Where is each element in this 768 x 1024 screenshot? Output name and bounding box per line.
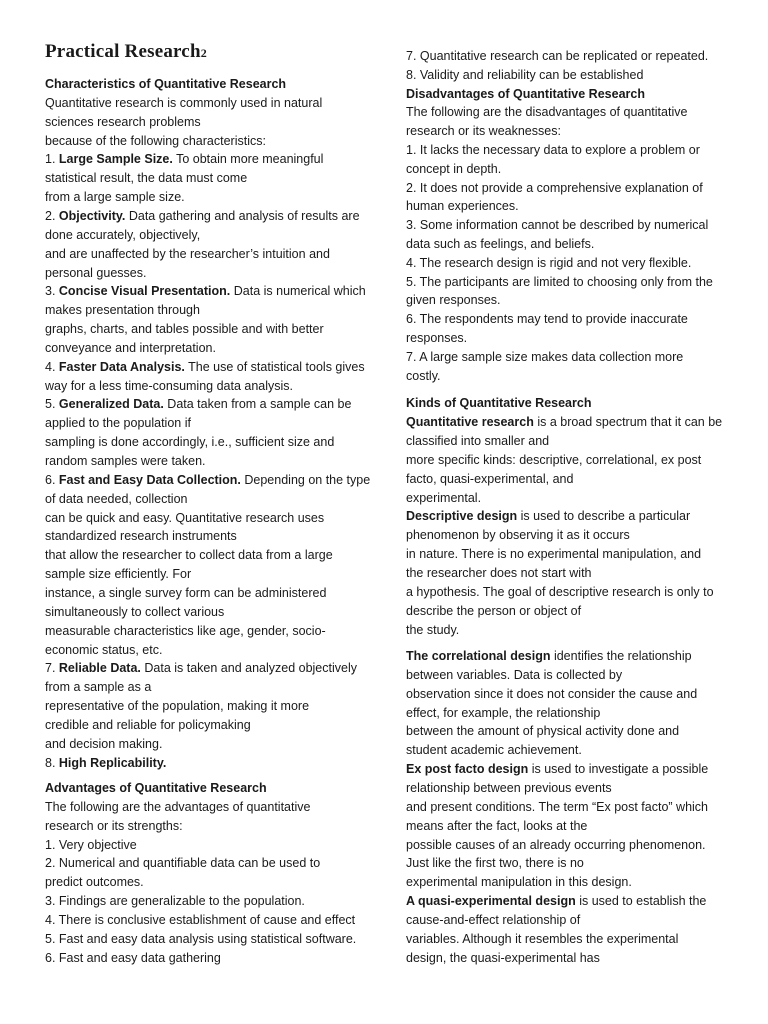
bold-text: A quasi-experimental design <box>406 894 576 908</box>
text-run: from a large sample size. <box>45 190 185 204</box>
text-run: 1. Very objective <box>45 838 137 852</box>
text-line <box>45 754 166 772</box>
text-line <box>406 798 708 816</box>
text-run: cause-and-effect relationship of <box>406 913 581 927</box>
text-run: the study. <box>406 623 460 637</box>
text-run: predict outcomes. <box>45 875 144 889</box>
text-line <box>45 471 370 489</box>
text-run: phenomenon by observing it as it occurs <box>406 528 630 542</box>
text-run: that allow the researcher to collect data from a large <box>45 548 333 562</box>
text-line <box>406 66 643 84</box>
text-run: makes presentation through <box>45 303 200 317</box>
text-line <box>45 245 330 263</box>
text-line <box>406 122 561 140</box>
page-title <box>45 41 207 63</box>
text-line <box>406 367 441 385</box>
bold-text: Kinds of Quantitative Research <box>406 396 592 410</box>
text-line <box>45 358 365 376</box>
text-run: 8. Validity and reliability can be established <box>406 68 644 82</box>
text-run: measurable characteristics like age, gender, socio- <box>45 624 326 638</box>
text-run: To obtain more meaningful <box>172 152 324 166</box>
text-run: concept in depth. <box>406 162 502 176</box>
text-line <box>45 836 137 854</box>
text-run: the researcher does not start with <box>406 566 592 580</box>
text-run: 2. It does not provide a comprehensive explanation of <box>406 181 703 195</box>
bold-text: Large Sample Size. <box>58 152 173 166</box>
text-run: and are unaffected by the researcher’s intuition and <box>45 247 330 261</box>
text-line <box>406 85 645 103</box>
text-line <box>406 741 582 759</box>
text-run: 3. Some information cannot be described by numerical <box>406 218 709 232</box>
text-line <box>406 836 706 854</box>
text-run: means after the fact, looks at the <box>406 819 588 833</box>
text-run: responses. <box>406 331 468 345</box>
text-line <box>45 603 224 621</box>
bold-text: Objectivity. <box>58 209 126 223</box>
text-line <box>406 47 708 65</box>
text-run: 7. A large sample size makes data collection more <box>406 350 684 364</box>
text-run: possible causes of an already occurring phenomenon. <box>406 838 706 852</box>
text-run: The following are the disadvantages of quantitative <box>406 105 688 119</box>
text-line <box>45 377 293 395</box>
text-run: 5. The participants are limited to choosing only from the <box>406 275 713 289</box>
bold-text: Ex post facto design <box>406 762 529 776</box>
text-line <box>406 647 692 665</box>
text-line <box>45 188 185 206</box>
text-run: sciences research problems <box>45 115 201 129</box>
text-line <box>406 704 600 722</box>
text-line <box>406 329 467 347</box>
text-line <box>406 621 459 639</box>
text-run: can be quick and easy. Quantitative research uses <box>45 511 325 525</box>
text-line <box>45 414 191 432</box>
text-run: identifies the relationship <box>550 649 692 663</box>
text-run: is used to describe a particular <box>517 509 691 523</box>
title-text: Practical Research <box>45 41 201 62</box>
text-line <box>406 779 612 797</box>
text-run: a hypothesis. The goal of descriptive research is only to <box>406 585 714 599</box>
text-run: Data is taken and analyzed objectively <box>140 661 357 675</box>
text-line <box>406 348 683 366</box>
text-line <box>406 526 630 544</box>
text-line <box>45 873 144 891</box>
text-run: human experiences. <box>406 199 519 213</box>
text-run: economic status, etc. <box>45 643 163 657</box>
text-run: 5. <box>45 397 59 411</box>
text-line <box>45 817 183 835</box>
text-run: 7. <box>45 661 59 675</box>
text-line <box>406 817 587 835</box>
text-line <box>45 546 333 564</box>
text-line <box>406 141 700 159</box>
text-line <box>406 470 573 488</box>
bold-text: Faster Data Analysis. <box>58 360 185 374</box>
bold-text: Advantages of Quantitative Research <box>45 781 267 795</box>
text-line <box>406 310 688 328</box>
text-run: 4. The research design is rigid and not very flexible. <box>406 256 692 270</box>
bold-text: Fast and Easy Data Collection. <box>58 473 241 487</box>
text-run: given responses. <box>406 293 501 307</box>
bold-text: High Replicability. <box>58 756 167 770</box>
text-line <box>406 216 708 234</box>
text-run: 1. It lacks the necessary data to explore a problem or <box>406 143 700 157</box>
text-line <box>45 659 357 677</box>
text-run: 2. <box>45 209 59 223</box>
text-line <box>406 911 580 929</box>
text-line <box>45 678 151 696</box>
text-line <box>406 254 691 272</box>
text-run: sampling is done accordingly, i.e., sufficient size and <box>45 435 335 449</box>
text-run: 3. <box>45 284 59 298</box>
text-run: from a sample as a <box>45 680 152 694</box>
text-run: Data is numerical which <box>230 284 366 298</box>
text-run: Quantitative research is commonly used in natural <box>45 96 323 110</box>
text-line <box>45 735 162 753</box>
text-line <box>406 602 581 620</box>
text-run: relationship between previous events <box>406 781 612 795</box>
text-line <box>45 641 162 659</box>
text-line <box>406 892 706 910</box>
text-run: Just like the first two, there is no <box>406 856 584 870</box>
text-run: between the amount of physical activity done and <box>406 724 680 738</box>
bold-text: Quantitative research <box>406 415 534 429</box>
text-run: is a broad spectrum that it can be <box>533 415 723 429</box>
text-line <box>45 584 326 602</box>
text-run: costly. <box>406 369 441 383</box>
text-run: 1. <box>45 152 59 166</box>
text-line <box>45 132 266 150</box>
text-line <box>406 666 622 684</box>
text-line <box>45 150 323 168</box>
text-line <box>45 169 247 187</box>
text-line <box>406 507 690 525</box>
text-run: sample size efficiently. For <box>45 567 192 581</box>
text-run: 6. The respondents may tend to provide inaccurate <box>406 312 688 326</box>
text-run: credible and reliable for policymaking <box>45 718 251 732</box>
text-line <box>406 873 632 891</box>
text-line <box>45 911 355 929</box>
bold-text: Characteristics of Quantitative Research <box>45 77 287 91</box>
text-run: representative of the population, making it more <box>45 699 310 713</box>
text-line <box>45 226 200 244</box>
text-line <box>406 273 713 291</box>
text-run: data such as feelings, and beliefs. <box>406 237 595 251</box>
text-line <box>45 339 216 357</box>
text-line <box>45 509 324 527</box>
text-run: Data gathering and analysis of results are <box>125 209 360 223</box>
text-line <box>45 716 251 734</box>
text-line <box>406 930 678 948</box>
text-run: instance, a single survey form can be administered <box>45 586 327 600</box>
text-run: 4. There is conclusive establishment of cause and effect <box>45 913 356 927</box>
text-run: more specific kinds: descriptive, correlational, ex post <box>406 453 702 467</box>
text-line <box>406 685 697 703</box>
text-run: graphs, charts, and tables possible and with better <box>45 322 324 336</box>
text-line <box>406 413 722 431</box>
text-line <box>45 320 324 338</box>
text-line <box>406 235 594 253</box>
bold-text: Descriptive design <box>406 509 518 523</box>
text-line <box>45 452 206 470</box>
text-run: way for a less time-consuming data analysis. <box>45 379 294 393</box>
text-run: between variables. Data is collected by <box>406 668 623 682</box>
text-line <box>406 854 584 872</box>
text-line <box>45 113 201 131</box>
text-line <box>45 854 320 872</box>
text-run: is used to establish the <box>575 894 707 908</box>
text-line <box>406 160 501 178</box>
text-run: 6. <box>45 473 59 487</box>
text-line <box>45 798 310 816</box>
text-line <box>45 282 366 300</box>
bold-text: Generalized Data. <box>58 397 164 411</box>
text-line <box>406 197 519 215</box>
text-run: 8. <box>45 756 59 770</box>
bold-text: Concise Visual Presentation. <box>58 284 231 298</box>
text-line <box>45 949 221 967</box>
text-line <box>45 395 351 413</box>
title-suffix: 2 <box>200 46 207 60</box>
text-run: statistical result, the data must come <box>45 171 248 185</box>
text-run: random samples were taken. <box>45 454 206 468</box>
text-run: conveyance and interpretation. <box>45 341 216 355</box>
text-run: in nature. There is no experimental manipulation, and <box>406 547 702 561</box>
text-line <box>406 583 714 601</box>
text-run: design, the quasi-experimental has <box>406 951 600 965</box>
text-run: experimental. <box>406 491 482 505</box>
text-run: Data taken from a sample can be <box>163 397 352 411</box>
text-line <box>406 949 600 967</box>
text-run: is used to investigate a possible <box>528 762 709 776</box>
text-run: 3. Findings are generalizable to the population. <box>45 894 305 908</box>
text-run: of data needed, collection <box>45 492 188 506</box>
text-run: applied to the population if <box>45 416 191 430</box>
text-run: experimental manipulation in this design. <box>406 875 632 889</box>
text-run: standardized research instruments <box>45 529 237 543</box>
text-line <box>45 779 267 797</box>
text-run: facto, quasi-experimental, and <box>406 472 574 486</box>
text-line <box>406 760 708 778</box>
text-run: 7. Quantitative research can be replicated or repeated. <box>406 49 709 63</box>
text-line <box>45 75 286 93</box>
text-line <box>406 291 501 309</box>
text-run: 4. <box>45 360 59 374</box>
text-run: 2. Numerical and quantifiable data can be used to <box>45 856 321 870</box>
text-line <box>45 264 146 282</box>
text-run: done accurately, objectively, <box>45 228 201 242</box>
text-line <box>45 622 326 640</box>
text-line <box>406 103 687 121</box>
text-line <box>406 545 701 563</box>
text-run: The use of statistical tools gives <box>184 360 365 374</box>
text-run: student academic achievement. <box>406 743 582 757</box>
text-line <box>45 930 356 948</box>
text-line <box>45 94 322 112</box>
text-run: classified into smaller and <box>406 434 550 448</box>
text-run: because of the following characteristics: <box>45 134 266 148</box>
text-run: simultaneously to collect various <box>45 605 225 619</box>
text-line <box>45 490 187 508</box>
text-run: 6. Fast and easy data gathering <box>45 951 221 965</box>
bold-text: Reliable Data. <box>58 661 141 675</box>
text-run: effect, for example, the relationship <box>406 706 601 720</box>
bold-text: The correlational design <box>406 649 551 663</box>
text-run: describe the person or object of <box>406 604 582 618</box>
text-run: personal guesses. <box>45 266 147 280</box>
text-line <box>45 697 309 715</box>
bold-text: Disadvantages of Quantitative Research <box>406 87 645 101</box>
text-line <box>406 432 549 450</box>
text-line <box>45 301 200 319</box>
text-line <box>406 489 481 507</box>
text-line <box>406 722 679 740</box>
text-run: research or its strengths: <box>45 819 183 833</box>
text-line <box>45 207 360 225</box>
text-run: variables. Although it resembles the experimental <box>406 932 679 946</box>
text-line <box>45 527 237 545</box>
text-line <box>406 451 701 469</box>
text-run: research or its weaknesses: <box>406 124 561 138</box>
text-run: Depending on the type <box>240 473 371 487</box>
text-line <box>45 565 191 583</box>
text-run: and decision making. <box>45 737 163 751</box>
text-run: The following are the advantages of quantitative <box>45 800 311 814</box>
text-line <box>406 394 591 412</box>
text-line <box>45 433 334 451</box>
text-line <box>45 892 305 910</box>
text-run: and present conditions. The term “Ex post facto” which <box>406 800 709 814</box>
text-run: observation since it does not consider the cause and <box>406 687 698 701</box>
text-line <box>406 179 703 197</box>
text-run: 5. Fast and easy data analysis using statistical software. <box>45 932 357 946</box>
text-line <box>406 564 592 582</box>
